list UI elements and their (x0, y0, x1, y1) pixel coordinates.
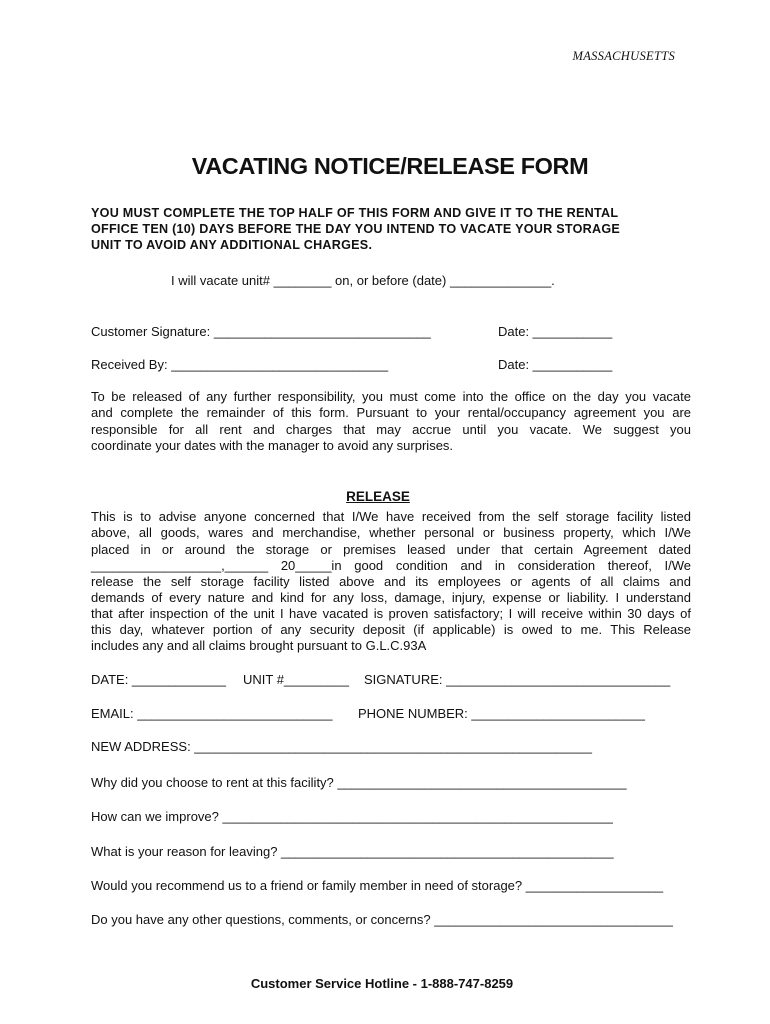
release-line-2: above, all goods, wares and merchandise, whether personal or business property, which I/We (91, 525, 691, 540)
instructions-line-4: coordinate your dates with the manager to avoid any surprises. (91, 438, 454, 453)
vacate-line[interactable]: I will vacate unit# ________ on, or before (date) ______________. (171, 273, 555, 288)
question-recommend[interactable]: Would you recommend us to a friend or family member in need of storage? ___________________ (91, 878, 664, 893)
new-address-field[interactable]: NEW ADDRESS: _______________________________________________________ (91, 739, 592, 754)
warning-line-2: OFFICE TEN (10) DAYS BEFORE THE DAY YOU INTEND TO VACATE YOUR STORAGE (91, 222, 621, 236)
release-heading: RELEASE (346, 489, 410, 504)
received-by-field[interactable]: Received By: ______________________________ (91, 357, 389, 372)
question-reason-leaving[interactable]: What is your reason for leaving? ______________________________________________ (91, 844, 614, 859)
release-line-3: placed in or around the storage or premises leased under that certain Agreement dated (91, 542, 691, 557)
customer-signature-field[interactable]: Customer Signature: ______________________________ (91, 324, 431, 339)
instructions-line-2: and complete the remainder of this form. Pursuant to your rental/occupancy agreement you are (91, 405, 691, 420)
date-field-2[interactable]: Date: ___________ (498, 357, 613, 372)
question-why-rent[interactable]: Why did you choose to rent at this facility? ________________________________________ (91, 775, 627, 790)
customer-service-hotline: Customer Service Hotline - 1-888-747-8259 (250, 976, 514, 991)
warning-line-1: YOU MUST COMPLETE THE TOP HALF OF THIS FORM AND GIVE IT TO THE RENTAL (91, 206, 619, 220)
phone-number-field[interactable]: PHONE NUMBER: ________________________ (358, 706, 645, 721)
question-other-comments[interactable]: Do you have any other questions, comments, or concerns? _________________________________ (91, 912, 673, 927)
date-field-1[interactable]: Date: ___________ (498, 324, 613, 339)
release-line-9: includes any and all claims brought pursuant to G.L.C.93A (91, 638, 427, 653)
release-line-4[interactable]: __________________,______ 20_____in good condition and in consideration thereof, I/We (91, 558, 691, 573)
state-label: MASSACHUSETTS (572, 49, 675, 63)
question-improve[interactable]: How can we improve? ______________________________________________________ (91, 809, 613, 824)
warning-line-3: UNIT TO AVOID ANY ADDITIONAL CHARGES. (91, 238, 373, 252)
instructions-line-3: responsible for all rent and charges that may accrue until you vacate. We suggest you (91, 422, 691, 437)
email-field[interactable]: EMAIL: ___________________________ (91, 706, 333, 721)
unit-field[interactable]: UNIT #_________ (243, 672, 350, 687)
instructions-line-1: To be released of any further responsibility, you must come into the office on the day you vacate (91, 389, 691, 404)
release-line-7: that after inspection of the unit I have vacated is proven satisfactory; I will receive within 30 days of (91, 606, 691, 621)
release-line-6: demands of every nature and kind for any loss, damage, injury, expense or liability. I understand (91, 590, 691, 605)
signature-field[interactable]: SIGNATURE: _______________________________ (364, 672, 671, 687)
release-line-5: release the self storage facility listed above and its employees or agents of all claims and (91, 574, 691, 589)
page-title: VACATING NOTICE/RELEASE FORM (191, 153, 589, 179)
date-field[interactable]: DATE: _____________ (91, 672, 226, 687)
release-line-8: this day, whatever portion of any security deposit (if applicable) is owed to me. This Release (91, 622, 691, 637)
release-line-1: This is to advise anyone concerned that I/We have received from the self storage facility listed (91, 509, 691, 524)
